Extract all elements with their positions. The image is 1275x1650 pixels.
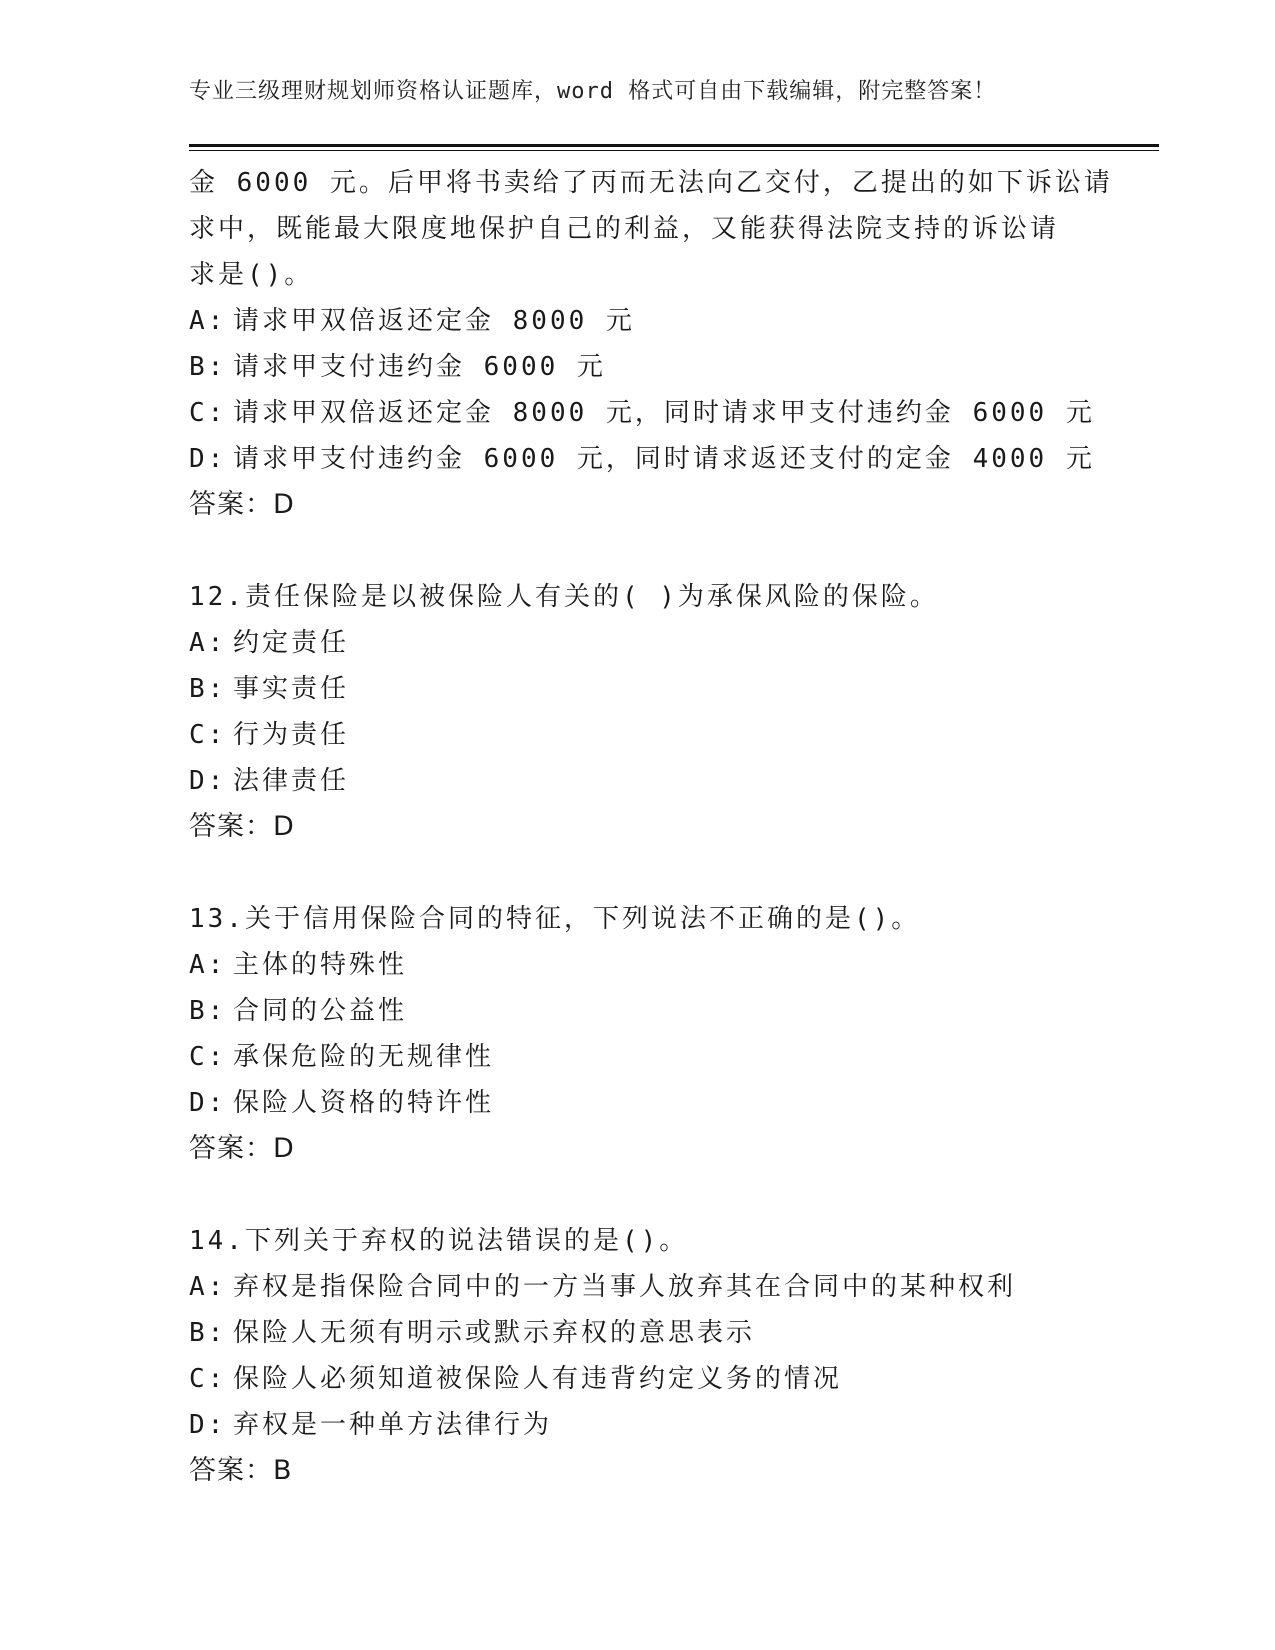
option-b: [189, 666, 1089, 712]
question-stem: 14.下列关于弃权的说法错误的是()。: [189, 1226, 689, 1256]
option-label: A:: [189, 306, 227, 336]
option-label: D:: [189, 1088, 227, 1118]
spacer: [189, 1172, 1089, 1218]
option-a: [189, 298, 1089, 344]
option-label: D:: [189, 766, 227, 796]
option-text: 保险人无须有明示或默示弃权的意思表示: [233, 1318, 756, 1348]
option-text: 保险人资格的特许性: [233, 1088, 495, 1118]
option-b: [189, 988, 1089, 1034]
option-b: [189, 344, 1089, 390]
option-d: [189, 1080, 1089, 1126]
option-c: [189, 1034, 1089, 1080]
answer-line: 答案：D: [189, 811, 295, 842]
option-text: 请求甲双倍返还定金 8000 元: [233, 306, 635, 336]
option-text: 约定责任: [233, 628, 350, 658]
option-label: C:: [189, 1364, 227, 1394]
page-header: 专业三级理财规划师资格认证题库，word 格式可自由下载编辑，附完整答案！: [189, 79, 997, 104]
option-label: A:: [189, 950, 227, 980]
option-c: [189, 390, 1095, 436]
option-label: A:: [189, 628, 227, 658]
answer-line: 答案：D: [189, 1133, 295, 1164]
question-stem-line: 求是()。: [189, 260, 314, 290]
answer-line: 答案：D: [189, 489, 295, 520]
option-d: [189, 758, 1089, 804]
option-label: B:: [189, 1318, 227, 1348]
option-text: 合同的公益性: [233, 996, 408, 1026]
option-a: [189, 620, 1089, 666]
question-stem: 12.责任保险是以被保险人有关的( )为承保风险的保险。: [189, 582, 939, 612]
question-13: [189, 896, 1089, 1172]
option-label: C:: [189, 720, 227, 750]
question-stem-line: 求中，既能最大限度地保护自己的利益，又能获得法院支持的诉讼请: [189, 214, 1060, 244]
option-label: D:: [189, 1410, 227, 1440]
question-stem-line: 金 6000 元。后甲将书卖给了丙而无法向乙交付，乙提出的如下诉讼请: [189, 168, 1113, 198]
header-divider: [189, 144, 1159, 151]
option-label: A:: [189, 1272, 227, 1302]
option-label: B:: [189, 996, 227, 1026]
option-label: B:: [189, 352, 227, 382]
option-c: [189, 1356, 1089, 1402]
question-14: [189, 1218, 1089, 1494]
option-text: 请求甲支付违约金 6000 元: [233, 352, 606, 382]
option-text: 法律责任: [233, 766, 350, 796]
question-content: [189, 160, 1113, 1494]
spacer: [189, 528, 1089, 574]
option-a: [189, 1264, 1089, 1310]
option-label: C:: [189, 398, 227, 428]
option-text: 主体的特殊性: [233, 950, 408, 980]
option-text: 请求甲双倍返还定金 8000 元，同时请求甲支付违约金 6000 元: [233, 398, 1095, 428]
option-text: 弃权是一种单方法律行为: [233, 1410, 553, 1440]
option-text: 事实责任: [233, 674, 350, 704]
option-c: [189, 712, 1089, 758]
spacer: [189, 850, 1089, 896]
option-d: [189, 1402, 1089, 1448]
option-text: 弃权是指保险合同中的一方当事人放弃其在合同中的某种权利: [233, 1272, 1017, 1302]
option-text: 保险人必须知道被保险人有违背约定义务的情况: [233, 1364, 843, 1394]
question-12: [189, 574, 1089, 850]
question-stem: 13.关于信用保险合同的特征，下列说法不正确的是()。: [189, 904, 921, 934]
option-label: C:: [189, 1042, 227, 1072]
option-text: 行为责任: [233, 720, 350, 750]
answer-line: 答案：B: [189, 1455, 293, 1486]
option-text: 承保危险的无规律性: [233, 1042, 495, 1072]
option-label: D:: [189, 444, 227, 474]
option-text: 请求甲支付违约金 6000 元，同时请求返还支付的定金 4000 元: [233, 444, 1095, 474]
question-11: [189, 160, 1113, 528]
option-label: B:: [189, 674, 227, 704]
option-d: [189, 436, 1095, 482]
option-b: [189, 1310, 1089, 1356]
option-a: [189, 942, 1089, 988]
